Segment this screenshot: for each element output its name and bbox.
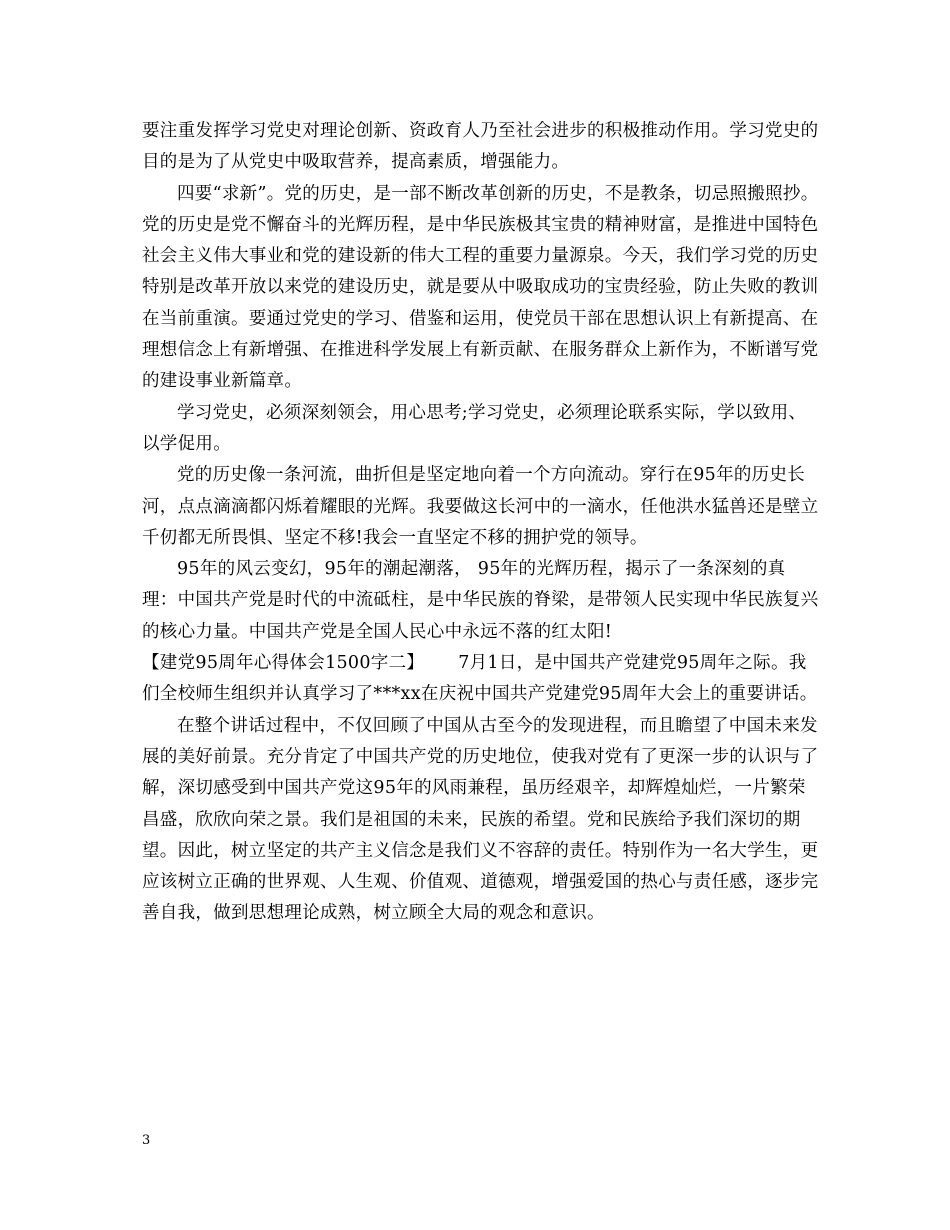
section-heading: 【建党95周年心得体会1500字二】 xyxy=(142,653,425,674)
paragraph-study-methods: 学习党史，必须深刻领会，用心思考;学习党史，必须理论联系实际，学以致用、以学促用。 xyxy=(142,402,807,454)
paragraph-section-two-intro xyxy=(142,648,820,711)
document-body xyxy=(142,116,820,930)
page-number: 3 xyxy=(142,1133,151,1148)
paragraph-study-history-purpose: 要注重发挥学习党史对理论创新、资政育人乃至社会进步的积极推动作用。学习党史的目的是为了从党史中吸取营养，提高素质，增强能力。 xyxy=(142,121,819,173)
paragraph-river-of-history: 党的历史像一条河流，曲折但是坚定地向着一个方向流动。穿行在95年的历史长河，点点滴滴都闪烁着耀眼的光辉。我要做这长河中的一滴水，任他洪水猛兽还是壁立千仞都无所畏惧、坚定不移!我会一直坚定不移的拥护党的领导。 xyxy=(142,465,819,548)
section-intro-text: 7月1日，是中国共产党建党95周年之际。我们全校师生组织并认真学习了***xx在庆祝中国共产党建党95周年大会上的重要讲话。 xyxy=(142,653,818,705)
paragraph-95-years-truth: 95年的风云变幻，95年的潮起潮落， 95年的光辉历程，揭示了一条深刻的真理：中国共产党是时代的中流砥柱，是中华民族的脊梁，是带领人民实现中华民族复兴的核心力量。中国共产党是全国人民心中永远不落的红太阳! xyxy=(142,559,819,642)
paragraph-speech-reflection: 在整个讲话过程中，不仅回顾了中国从古至今的发现进程，而且瞻望了中国未来发展的美好前景。充分肯定了中国共产党的历史地位，使我对党有了更深一步的认识与了解，深切感受到中国共产党这95年的风雨兼程，虽历经艰辛，却辉煌灿烂，一片繁荣昌盛，欣欣向荣之景。我们是祖国的未来，民族的希望。党和民族给予我们深切的期望。因此，树立坚定的共产主义信念是我们义不容辞的责任。特别作为一名大学生，更应该树立正确的世界观、人生观、价值观、道德观，增强爱国的热心与责任感，逐步完善自我，做到思想理论成熟，树立顾全大局的观念和意识。 xyxy=(142,715,819,924)
paragraph-seek-innovation: 四要“求新”。党的历史，是一部不断改革创新的历史，不是教条，切忌照搬照抄。党的历史是党不懈奋斗的光辉历程，是中华民族极其宝贵的精神财富，是推进中国特色社会主义伟大事业和党的建设新的伟大工程的重要力量源泉。今天，我们学习党的历史特别是改革开放以来党的建设历史，就是要从中吸取成功的宝贵经验，防止失败的教训在当前重演。要通过党史的学习、借鉴和运用，使党员干部在思想认识上有新提高、在理想信念上有新增强、在推进科学发展上有新贡献、在服务群众上新作为，不断谱写党的建设事业新篇章。 xyxy=(142,183,819,392)
